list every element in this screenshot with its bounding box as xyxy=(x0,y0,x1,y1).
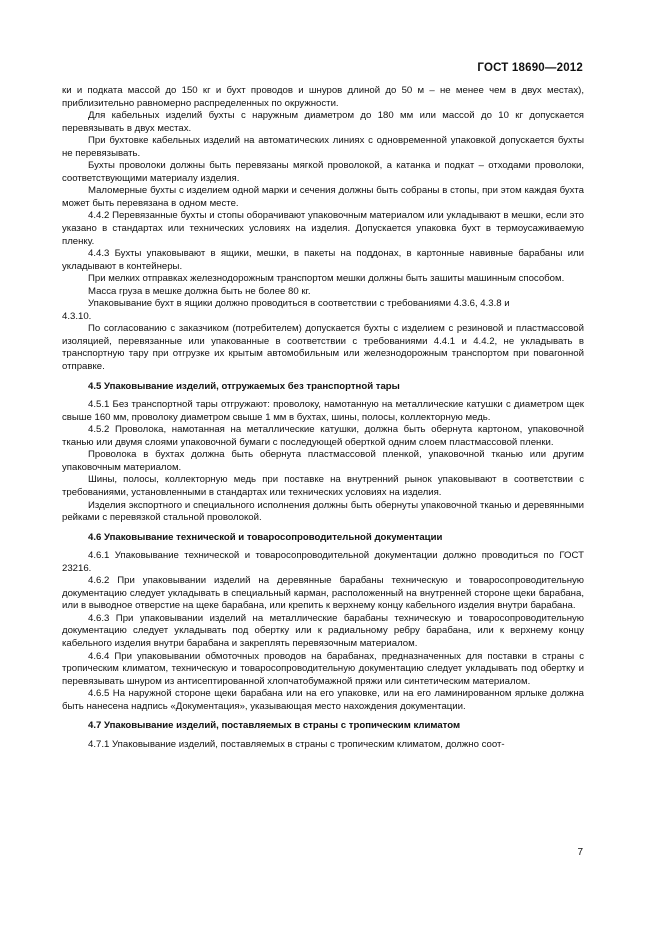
paragraph: 4.6.3 При упаковывании изделий на металлические барабаны техническую и товаросопроводительную документацию следует укладывать под обертку или к радиальному ребру барабана, или к верхнему концу кабельного изделия внутри барабана и закреплять перевязочным материалом. xyxy=(62,612,584,649)
paragraph: 4.6.5 На наружной стороне щеки барабана или на его упаковке, или на его ламинированном ярлыке должна быть нанесена надпись «Документация», указывающая место нахождения документации. xyxy=(62,688,584,712)
paragraph-continuation: 4.3.10. xyxy=(62,310,92,322)
paragraph: По согласованию с заказчиком (потребителем) допускается бухты с изделием с резиновой и пластмассовой изоляцией, перевязанные или упакованные в соответствии с требованиями 4.4.1 и 4.4.2, не укладывать в транспортную тару при отгрузке их крытым автомобильным или железнодорожным транспортом при повагонной отправке. xyxy=(62,323,584,373)
paragraph: ки и подката массой до 150 кг и бухт проводов и шнуров длиной до 50 м – не менее чем в двух местах), приблизительно равномерно распределенных по окружности. xyxy=(62,85,584,109)
paragraph: 4.4.2 Перевязанные бухты и стопы оборачивают упаковочным материалом или укладывают в мешки, если это указано в стандартах или технических условиях на изделия. Допускается упаковка бухт в термоусаживаемую пленку. xyxy=(62,210,584,247)
paragraph: Маломерные бухты с изделием одной марки и сечения должны быть собраны в стопы, при этом каждая бухта может быть перевязана в одном месте. xyxy=(62,185,584,209)
paragraph: 4.7.1 Упаковывание изделий, поставляемых в страны с тропическим климатом, должно соот- xyxy=(88,738,505,750)
paragraph: 4.6.2 При упаковывании изделий на деревянные барабаны техническую и товаросопроводительную документацию следует укладывать в специальный карман, расположенный на внутренней стороне щеки барабана, или в выводное отверстие на щеке барабана, или крепить к верхнему концу кабельного изделия внутри барабана. xyxy=(62,575,584,612)
standard-header: ГОСТ 18690—2012 xyxy=(477,62,583,74)
paragraph: Проволока в бухтах должна быть обернута пластмассовой пленкой, упаковочной тканью или другим упаковочным материалом. xyxy=(62,449,584,473)
section-heading-4-5: 4.5 Упаковывание изделий, отгружаемых без транспортной тары xyxy=(88,380,400,392)
paragraph: При бухтовке кабельных изделий на автоматических линиях с одновременной упаковкой допускается бухты не перевязывать. xyxy=(62,135,584,159)
paragraph: Для кабельных изделий бухты с наружным диаметром до 180 мм или массой до 10 кг допускается перевязывать в двух местах. xyxy=(62,110,584,134)
paragraph: 4.6.1 Упаковывание технической и товаросопроводительной документации должно проводиться по ГОСТ 23216. xyxy=(62,550,584,574)
paragraph: Изделия экспортного и специального исполнения должны быть обернуты упаковочной тканью и деревянными рейками с перевязкой стальной проволокой. xyxy=(62,499,584,524)
section-heading-4-6: 4.6 Упаковывание технической и товаросопроводительной документации xyxy=(88,531,443,543)
paragraph: 4.5.1 Без транспортной тары отгружают: проволоку, намотанную на металлические катушки с диаметром щек свыше 160 мм, проволоку диаметром свыше 1 мм в бухтах, шины, полосы, коллекторную медь. xyxy=(62,399,584,423)
paragraph: Упаковывание бухт в ящики должно проводиться в соответствии с требованиями 4.3.6, 4.3.8 и xyxy=(88,298,510,310)
paragraph: Шины, полосы, коллекторную медь при поставке на внутренний рынок упаковывают в соответствии с требованиями, установленными в стандартах или технических условиях на изделия. xyxy=(62,474,584,498)
paragraph: При мелких отправках железнодорожным транспортом мешки должны быть зашиты машинным способом. xyxy=(88,273,565,285)
paragraph: 4.6.4 При упаковывании обмоточных проводов на барабанах, предназначенных для поставки в страны с тропическим климатом, техническую и товаросопроводительную документацию следует укладывать под обертку и перевязывать шнуром из антисептированной хлопчатобумажной пряжи или синтетическим материалом. xyxy=(62,650,584,687)
paragraph: 4.5.2 Проволока, намотанная на металлические катушки, должна быть обернута картоном, упаковочной тканью или двумя слоями упаковочной бумаги с последующей оберткой одним слоем пластмассовой пленки. xyxy=(62,424,584,448)
section-heading-4-7: 4.7 Упаковывание изделий, поставляемых в страны с тропическим климатом xyxy=(88,720,461,732)
page-number: 7 xyxy=(577,847,583,858)
document-body xyxy=(62,85,584,751)
paragraph: Бухты проволоки должны быть перевязаны мягкой проволокой, а катанка и подкат – отходами проволоки, соответствующими материалу изделия. xyxy=(62,160,584,184)
paragraph: Масса груза в мешке должна быть не более 80 кг. xyxy=(88,285,311,297)
paragraph: 4.4.3 Бухты упаковывают в ящики, мешки, в пакеты на поддонах, в картонные навивные барабаны или укладывают в контейнеры. xyxy=(62,248,584,272)
